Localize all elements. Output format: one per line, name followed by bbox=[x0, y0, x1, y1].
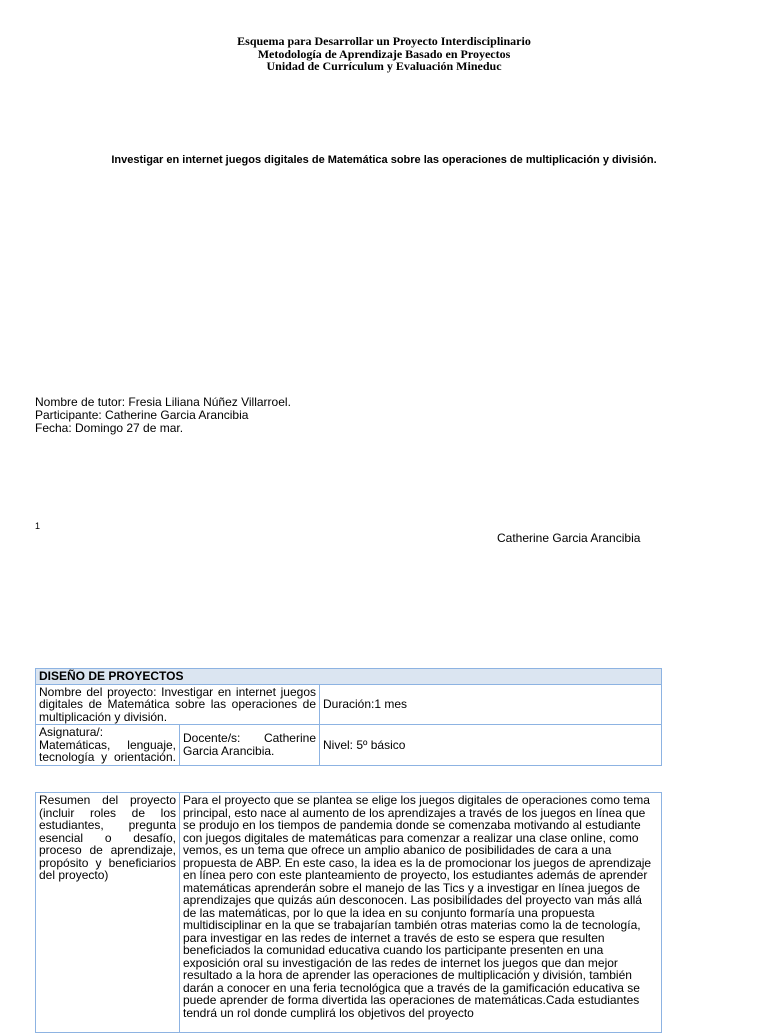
duration-cell: Duración:1 mes bbox=[320, 684, 662, 725]
design-table-heading: DISEÑO DE PROYECTOS bbox=[36, 669, 662, 685]
project-name-cell: Nombre del proyecto: Investigar en internet juegos digitales de Matemática sobre las operaciones de multiplicación y división. bbox=[36, 684, 320, 725]
summary-label-cell: Resumen del proyecto (incluir roles de los estudiantes, pregunta esencial o desafío, proceso de aprendizaje, propósito y beneficiarios del proyecto) bbox=[36, 793, 180, 1033]
project-summary-table bbox=[35, 792, 662, 1033]
document-date: Fecha: Domingo 27 de mar. bbox=[35, 421, 184, 435]
tutor-name: Nombre de tutor: Fresia Liliana Núñez Villarroel. bbox=[35, 395, 291, 409]
signer-name: Catherine Garcia Arancibia bbox=[497, 531, 641, 545]
teacher-cell: Docente/s: Catherine Garcia Arancibia. bbox=[180, 725, 320, 766]
subject-list: Matemáticas, lenguaje, tecnología y orientación. bbox=[39, 737, 176, 764]
header-line-1: Esquema para Desarrollar un Proyecto Interdisciplinario bbox=[237, 34, 531, 48]
page-number: 1 bbox=[35, 521, 41, 531]
document-header bbox=[0, 35, 768, 73]
level-cell: Nivel: 5º básico bbox=[320, 725, 662, 766]
header-line-3: Unidad de Currículum y Evaluación Mineduc bbox=[266, 59, 502, 73]
summary-body-cell: Para el proyecto que se plantea se elige los juegos digitales de operaciones como tema principal, esto nace al aumento de los aprendizajes a través de los juegos en línea que se produjo en los tiempos de pandemia donde se comenzaba motivando al estudiante con juegos digitales de matemáticas para comenzar a realizar una clase online, como vemos, es un tema que ofrece un amplio abanico de posibilidades de cara a una propuesta de ABP. En este caso, la idea es la de promocionar los juegos de aprendizaje en línea pero con este planteamiento de proyecto, los estudiantes además de aprender matemáticas aprenderán sobre el manejo de las Tics y a investigar en línea juegos de aprendizajes que quizás aún desconocen. Las posibilidades del proyecto van más allá de las matemáticas, por lo que la idea en su conjunto formaría una propuesta multidisciplinar en la que se trabajarían también otras materias como la de tecnología, para investigar en las redes de internet a través de esto se espera que resulten beneficiados la comunidad educativa cuando los participante presenten en una exposición oral su investigación de las redes de internet los juegos que dan mejor resultado a la hora de aprender las operaciones de multiplicación y división, también darán a conocer en una feria tecnológica que a través de la gamificación educativa se puede aprender de forma divertida las operaciones de matemáticas.Cada estudiantes tendrá un rol donde cumplirá los objetivos del proyecto bbox=[180, 793, 662, 1033]
subject-cell bbox=[36, 725, 180, 766]
subject-label: Asignatura/: bbox=[39, 725, 104, 739]
participant-name: Participante: Catherine Garcia Arancibia bbox=[35, 408, 249, 422]
project-title: Investigar en internet juegos digitales de Matemática sobre las operaciones de multiplicación y división. bbox=[111, 154, 657, 166]
project-design-table bbox=[35, 668, 662, 766]
document-metadata bbox=[35, 396, 291, 435]
header-line-2: Metodología de Aprendizaje Basado en Proyectos bbox=[257, 46, 511, 61]
